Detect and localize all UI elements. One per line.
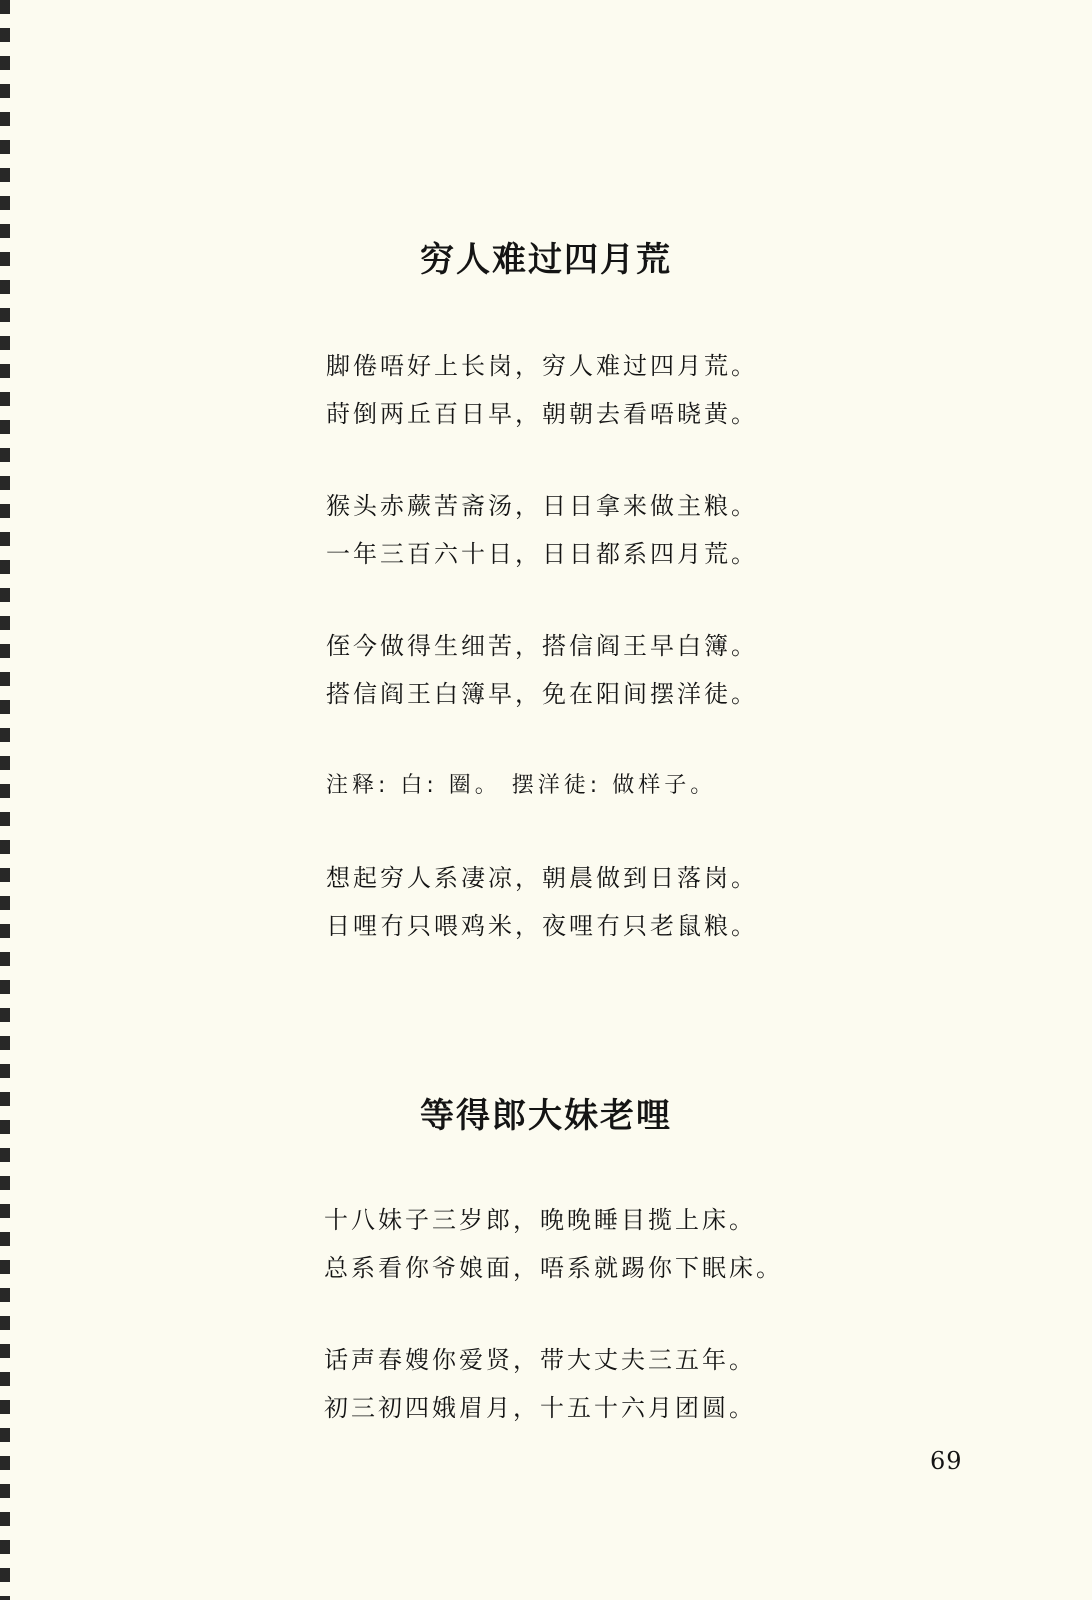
poem-line: 想起穷人系凄凉，朝晨做到日落岗。 [326,864,758,892]
poem-line: 日哩冇只喂鸡米，夜哩冇只老鼠粮。 [326,912,758,940]
stanza [324,1196,783,1292]
poem-line: 莳倒两丘百日早，朝朝去看唔晓黄。 [326,400,758,428]
page-number: 69 [930,1447,963,1475]
poem-line: 话声春嫂你爱贤，带大丈夫三五年。 [324,1346,756,1374]
stanza [326,342,758,438]
poem-line: 侄今做得生细苦，搭信阎王早白簿。 [326,632,758,660]
poem-line: 十八妹子三岁郎，晚晚睡目揽上床。 [324,1206,756,1234]
poem-line: 一年三百六十日，日日都系四月荒。 [326,540,758,568]
stanza [324,1336,756,1432]
poem-line: 搭信阎王白簿早，免在阳间摆洋徒。 [326,680,758,708]
stanza [326,622,758,718]
poem-line: 总系看你爷娘面，唔系就踢你下眠床。 [324,1254,783,1282]
stanza [326,482,758,578]
poem-line: 初三初四娥眉月，十五十六月团圆。 [324,1394,756,1422]
annotation-note [326,762,716,810]
note-text: 注释: 白: 圈。 摆洋徒: 做样子。 [326,773,717,798]
stanza [326,854,758,950]
poem-line: 脚倦唔好上长岗，穷人难过四月荒。 [326,352,758,380]
poem-title-2: 等得郎大妹老哩 [420,1096,672,1136]
poem-line: 猴头赤蕨苦斋汤，日日拿来做主粮。 [326,492,758,520]
poem-title-1: 穷人难过四月荒 [420,240,672,280]
